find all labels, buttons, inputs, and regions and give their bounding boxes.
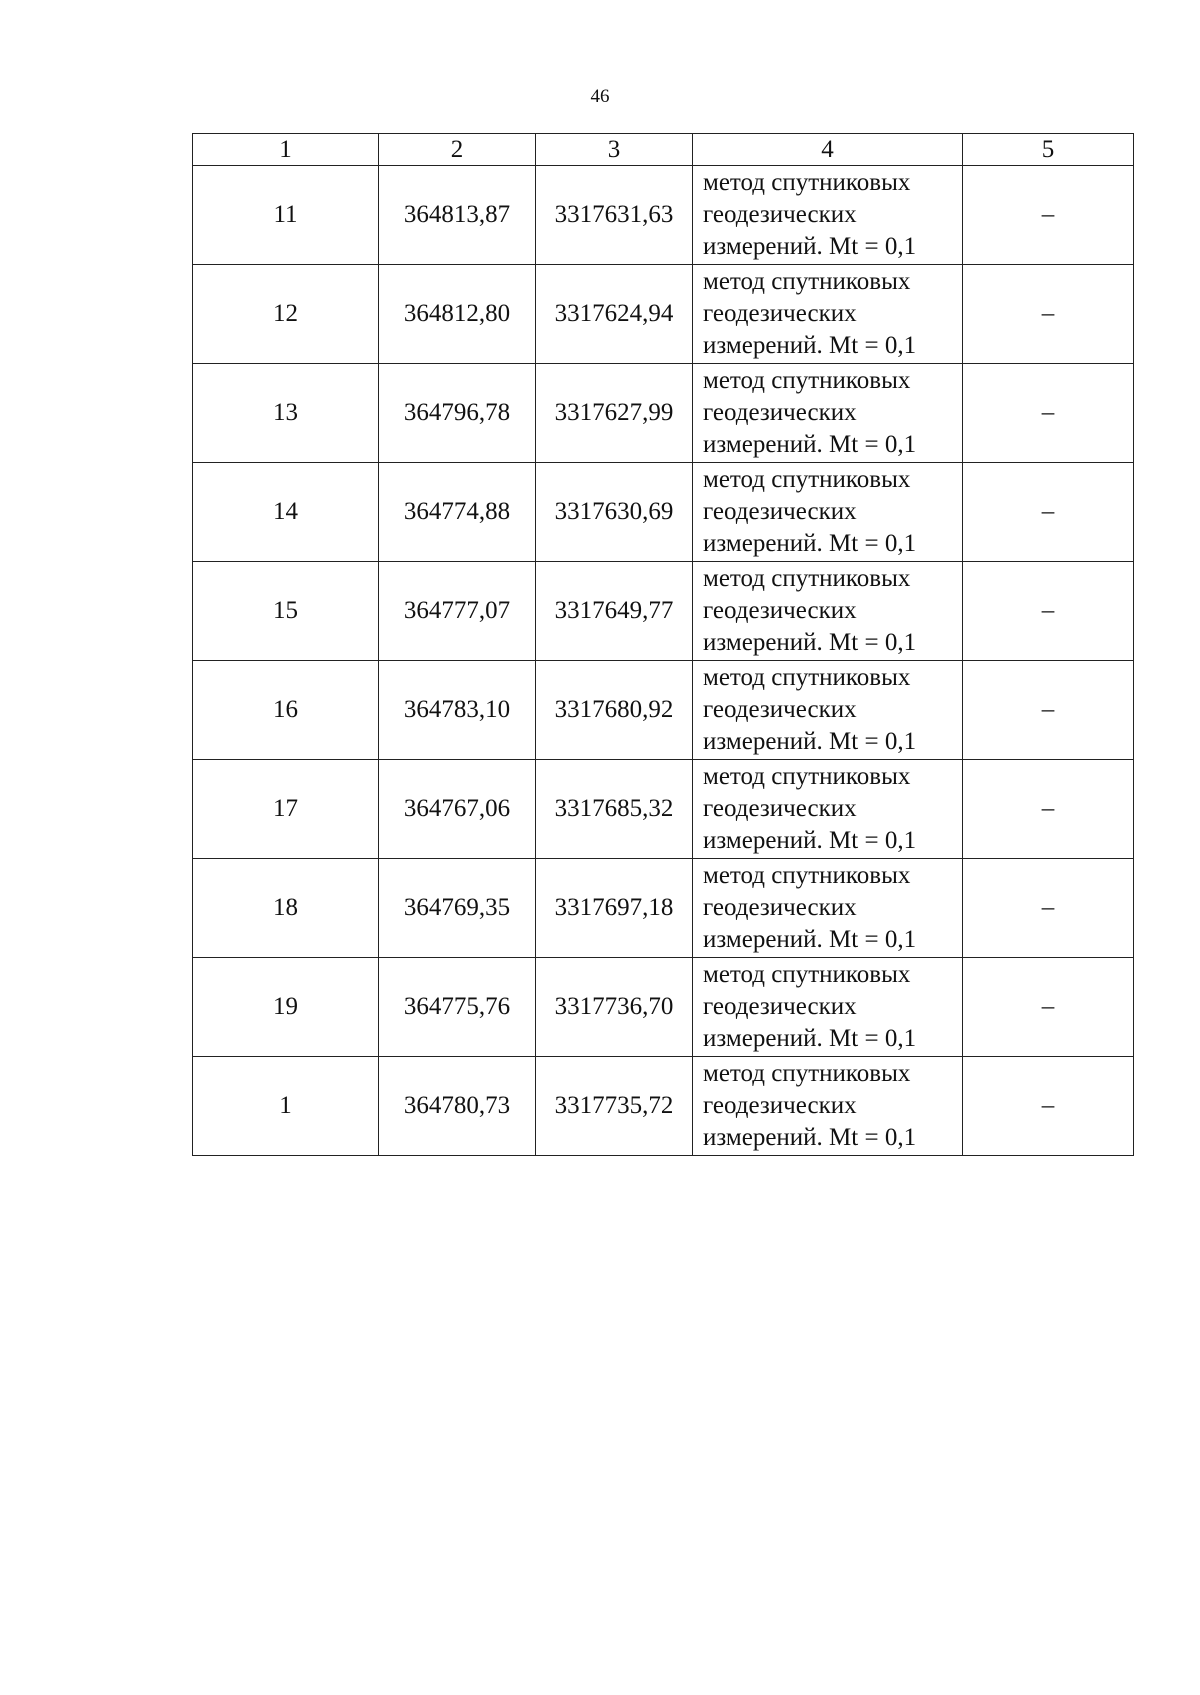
coordinate-y: 3317630,69 bbox=[536, 463, 693, 562]
method-line: измерений. Mt = 0,1 bbox=[703, 332, 917, 359]
table-row bbox=[193, 958, 1134, 1057]
method-cell bbox=[693, 760, 963, 859]
method-line: метод спутниковых bbox=[703, 1060, 911, 1087]
table-row bbox=[193, 760, 1134, 859]
method-line: геодезических bbox=[703, 300, 857, 327]
coordinate-y: 3317736,70 bbox=[536, 958, 693, 1057]
coordinate-x: 364780,73 bbox=[379, 1057, 536, 1156]
column-header: 5 bbox=[963, 134, 1134, 166]
point-number: 14 bbox=[193, 463, 379, 562]
point-number: 13 bbox=[193, 364, 379, 463]
method-line: геодезических bbox=[703, 597, 857, 624]
coordinate-y: 3317631,63 bbox=[536, 166, 693, 265]
coordinate-y: 3317649,77 bbox=[536, 562, 693, 661]
method-line: метод спутниковых bbox=[703, 664, 911, 691]
method-cell bbox=[693, 1057, 963, 1156]
coordinate-y: 3317624,94 bbox=[536, 265, 693, 364]
coordinate-y: 3317680,92 bbox=[536, 661, 693, 760]
coordinate-x: 364769,35 bbox=[379, 859, 536, 958]
point-number: 11 bbox=[193, 166, 379, 265]
point-number: 18 bbox=[193, 859, 379, 958]
method-line: метод спутниковых bbox=[703, 565, 911, 592]
table-row bbox=[193, 562, 1134, 661]
method-line: метод спутниковых bbox=[703, 367, 911, 394]
note-cell: – bbox=[963, 364, 1134, 463]
method-cell bbox=[693, 859, 963, 958]
method-cell bbox=[693, 661, 963, 760]
point-number: 15 bbox=[193, 562, 379, 661]
method-cell bbox=[693, 265, 963, 364]
page-number: 46 bbox=[590, 86, 610, 107]
note-cell: – bbox=[963, 562, 1134, 661]
point-number: 1 bbox=[193, 1057, 379, 1156]
note-cell: – bbox=[963, 760, 1134, 859]
method-line: метод спутниковых bbox=[703, 268, 911, 295]
note-cell: – bbox=[963, 958, 1134, 1057]
method-line: геодезических bbox=[703, 201, 857, 228]
method-line: геодезических bbox=[703, 894, 857, 921]
method-line: измерений. Mt = 0,1 bbox=[703, 233, 917, 260]
method-line: измерений. Mt = 0,1 bbox=[703, 431, 917, 458]
coordinate-x: 364812,80 bbox=[379, 265, 536, 364]
point-number: 17 bbox=[193, 760, 379, 859]
column-header: 2 bbox=[379, 134, 536, 166]
coordinates-table bbox=[192, 133, 1134, 1156]
method-line: геодезических bbox=[703, 399, 857, 426]
note-cell: – bbox=[963, 661, 1134, 760]
method-line: метод спутниковых bbox=[703, 961, 911, 988]
table-row bbox=[193, 364, 1134, 463]
column-header: 3 bbox=[536, 134, 693, 166]
method-cell bbox=[693, 166, 963, 265]
coordinate-x: 364767,06 bbox=[379, 760, 536, 859]
method-line: геодезических bbox=[703, 795, 857, 822]
table-row bbox=[193, 265, 1134, 364]
coordinate-y: 3317627,99 bbox=[536, 364, 693, 463]
coordinate-y: 3317697,18 bbox=[536, 859, 693, 958]
coordinate-x: 364783,10 bbox=[379, 661, 536, 760]
coordinate-x: 364777,07 bbox=[379, 562, 536, 661]
column-header: 1 bbox=[193, 134, 379, 166]
point-number: 16 bbox=[193, 661, 379, 760]
method-line: геодезических bbox=[703, 993, 857, 1020]
table-row bbox=[193, 859, 1134, 958]
method-line: измерений. Mt = 0,1 bbox=[703, 530, 917, 557]
method-line: измерений. Mt = 0,1 bbox=[703, 827, 917, 854]
table-header-row bbox=[193, 134, 1134, 166]
note-cell: – bbox=[963, 265, 1134, 364]
method-line: геодезических bbox=[703, 1092, 857, 1119]
method-line: метод спутниковых bbox=[703, 169, 911, 196]
method-line: метод спутниковых bbox=[703, 763, 911, 790]
method-line: измерений. Mt = 0,1 bbox=[703, 926, 917, 953]
method-line: измерений. Mt = 0,1 bbox=[703, 1025, 917, 1052]
table-row bbox=[193, 1057, 1134, 1156]
method-line: метод спутниковых bbox=[703, 862, 911, 889]
coordinate-x: 364774,88 bbox=[379, 463, 536, 562]
coordinate-x: 364775,76 bbox=[379, 958, 536, 1057]
method-line: геодезических bbox=[703, 696, 857, 723]
method-cell bbox=[693, 562, 963, 661]
method-line: измерений. Mt = 0,1 bbox=[703, 1124, 917, 1151]
method-cell bbox=[693, 463, 963, 562]
table-row bbox=[193, 166, 1134, 265]
coordinate-y: 3317735,72 bbox=[536, 1057, 693, 1156]
note-cell: – bbox=[963, 859, 1134, 958]
method-line: геодезических bbox=[703, 498, 857, 525]
method-cell bbox=[693, 958, 963, 1057]
note-cell: – bbox=[963, 1057, 1134, 1156]
note-cell: – bbox=[963, 463, 1134, 562]
coordinate-x: 364813,87 bbox=[379, 166, 536, 265]
point-number: 19 bbox=[193, 958, 379, 1057]
method-cell bbox=[693, 364, 963, 463]
table-row bbox=[193, 661, 1134, 760]
coordinate-x: 364796,78 bbox=[379, 364, 536, 463]
coordinate-y: 3317685,32 bbox=[536, 760, 693, 859]
method-line: измерений. Mt = 0,1 bbox=[703, 629, 917, 656]
table-row bbox=[193, 463, 1134, 562]
column-header: 4 bbox=[693, 134, 963, 166]
point-number: 12 bbox=[193, 265, 379, 364]
method-line: измерений. Mt = 0,1 bbox=[703, 728, 917, 755]
method-line: метод спутниковых bbox=[703, 466, 911, 493]
note-cell: – bbox=[963, 166, 1134, 265]
